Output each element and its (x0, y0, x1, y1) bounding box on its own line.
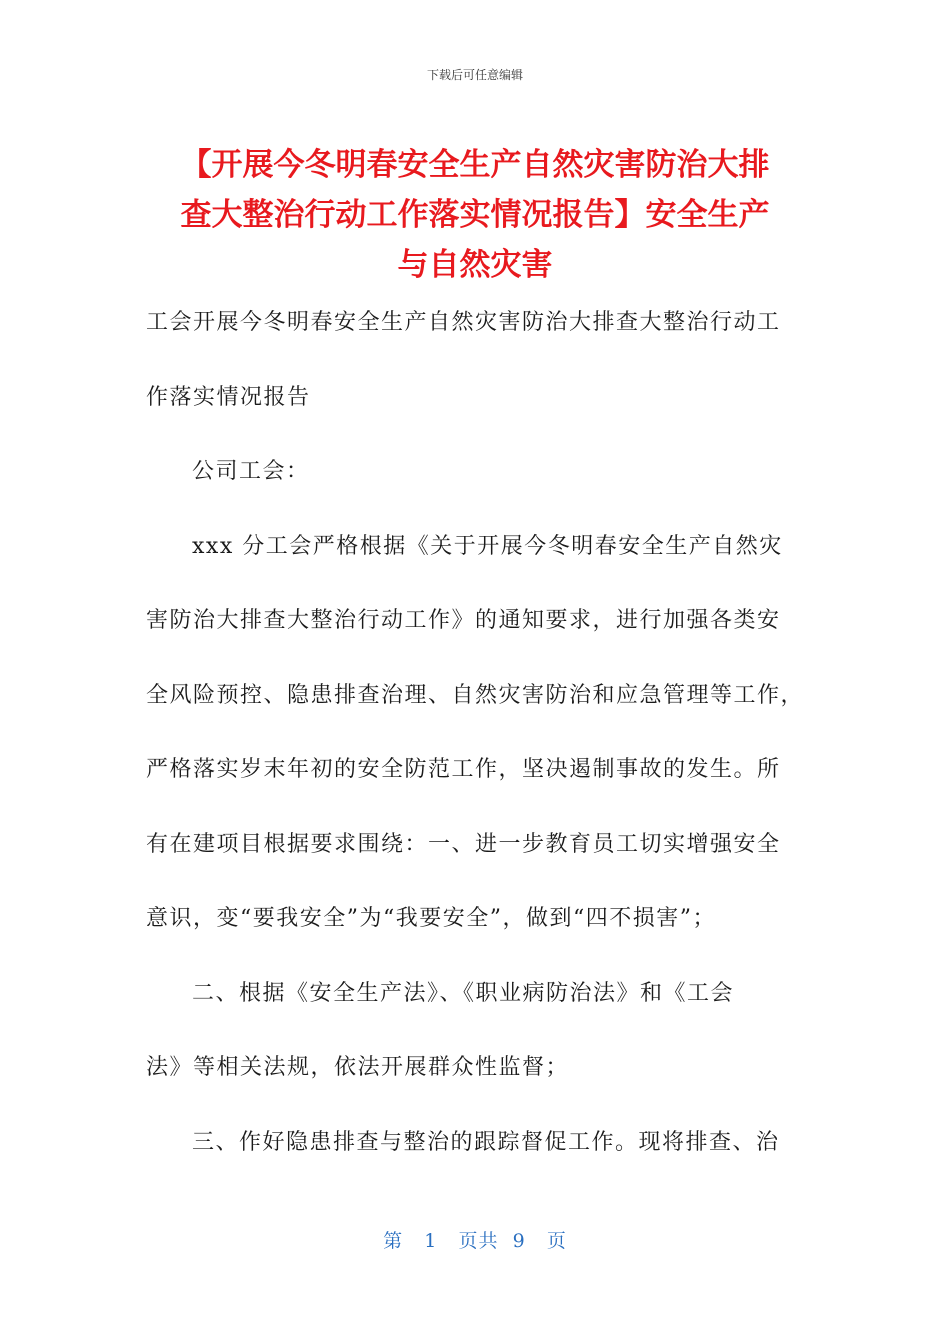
body-line: 严格落实岁末年初的安全防范工作，坚决遏制事故的发生。所 (146, 757, 781, 782)
title-line: 【开展今冬明春安全生产自然灾害防治大排 (180, 147, 770, 183)
body-line: 三、作好隐患排查与整治的跟踪督促工作。现将排查、治 (192, 1129, 780, 1155)
footer-label-total: 页共 (458, 1230, 499, 1252)
body-line: 法》等相关法规，依法开展群众性监督； (146, 1055, 570, 1080)
salutation: 公司工会： (192, 459, 310, 484)
footer-label-end: 页 (546, 1230, 567, 1252)
current-page-number: 1 (424, 1230, 438, 1252)
body-line: 工会开展今冬明春安全生产自然灾害防治大排查大整治行动工 (146, 310, 781, 335)
footer-label-page: 第 (383, 1230, 404, 1252)
body-line: 作落实情况报告 (146, 384, 311, 410)
body-line: 二、根据《安全生产法》、《职业病防治法》和《工会 (192, 980, 735, 1006)
document-title (140, 140, 810, 290)
body-line: 全风险预控、隐患排查治理、自然灾害防治和应急管理等工作， (146, 682, 805, 708)
header-note: 下载后可任意编辑 (426, 68, 523, 82)
title-line: 与自然灾害 (397, 247, 553, 283)
body-line: 意识，变“要我安全”为“我要安全”，做到“四不损害”； (146, 906, 716, 931)
title-line: 查大整治行动工作落实情况报告】安全生产 (180, 197, 770, 233)
page-footer (0, 1226, 950, 1253)
body-line: 有在建项目根据要求围绕：一、进一步教育员工切实增强安全 (146, 831, 781, 857)
total-pages-number: 9 (512, 1230, 526, 1252)
body-line: xxx 分工会严格根据《关于开展今冬明春安全生产自然灾 (192, 533, 783, 559)
document-body (146, 300, 806, 1194)
body-line: 害防治大排查大整治行动工作》的通知要求，进行加强各类安 (146, 608, 781, 633)
